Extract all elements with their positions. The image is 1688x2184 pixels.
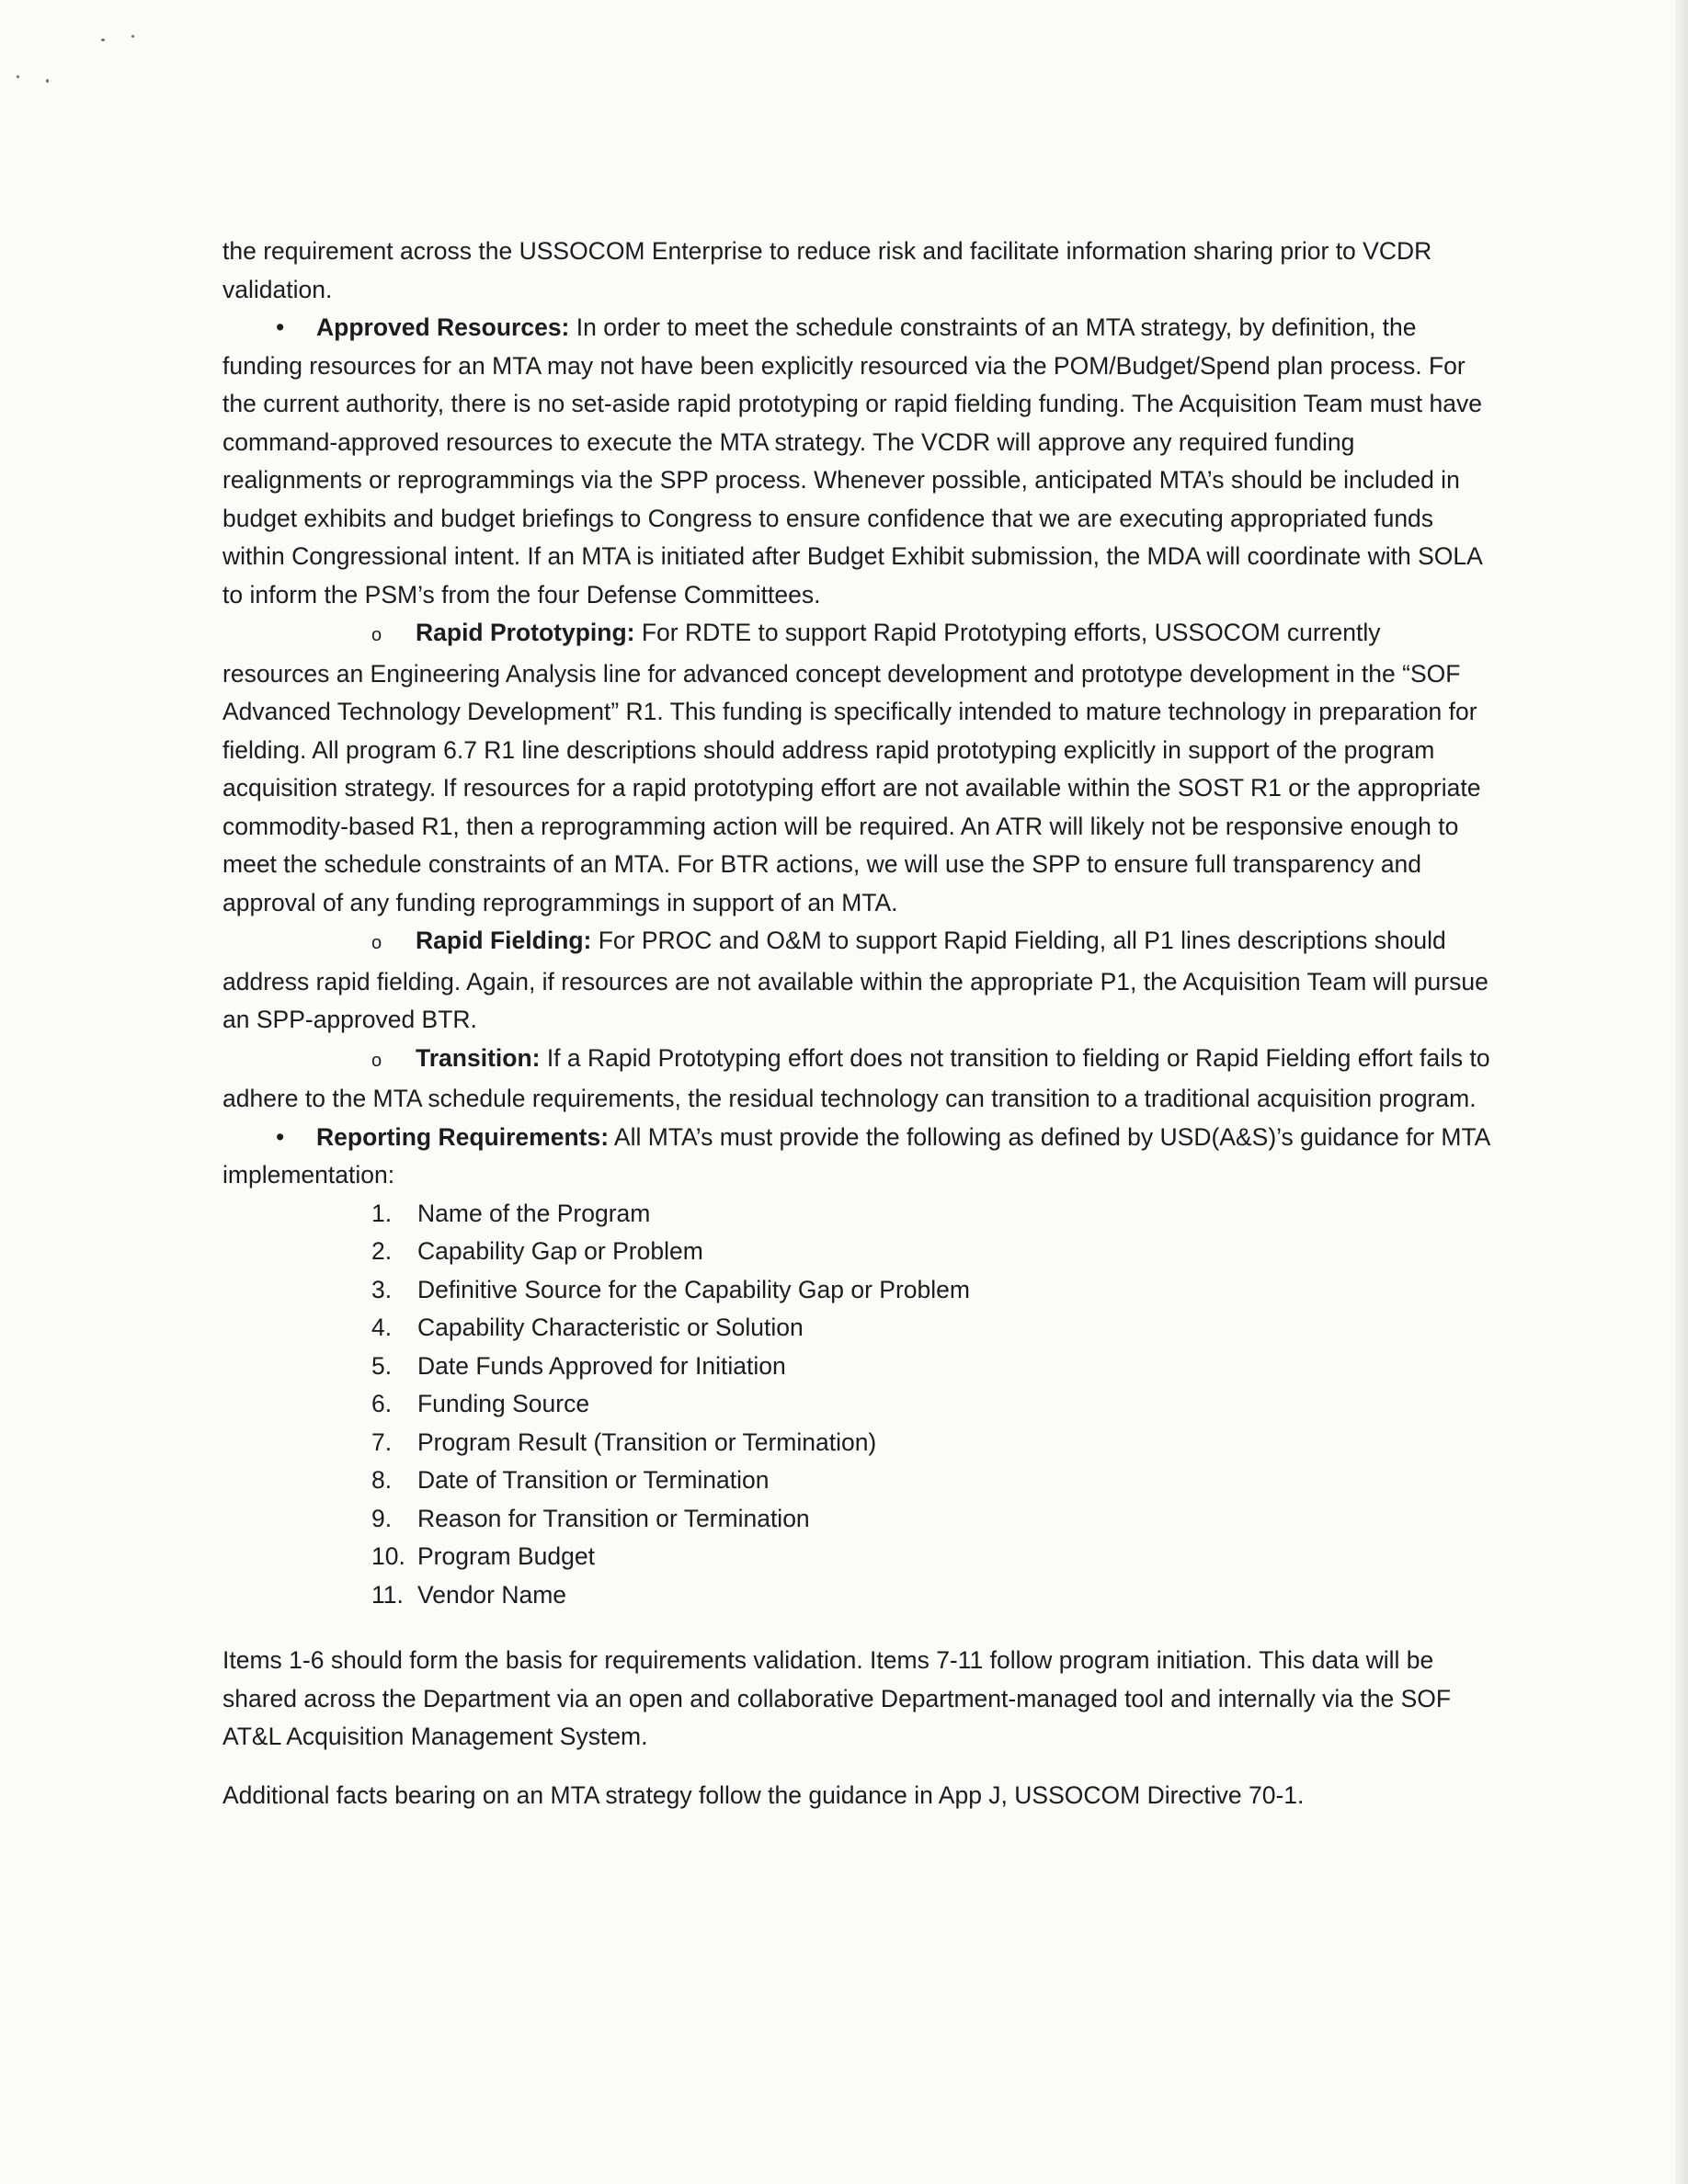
reporting-requirements-paragraph (222, 1119, 1491, 1195)
bullet-icon: • (276, 313, 285, 341)
speck (46, 79, 49, 83)
scan-specks (9, 18, 156, 101)
list-item-number: 5. (371, 1351, 393, 1380)
requirements-list (371, 1195, 1491, 1615)
rapid-prototyping-text: For RDTE to support Rapid Prototyping efforts, USSOCOM currently resources an Engineering Analysis line for advanced concept development and prototype development in the “SOF Advanced Technology Development” R1. This funding is specifically intended to mature technology in preparation for fielding. All program 6.7 R1 line descriptions should address rapid prototyping explicitly in support of the program acquisition strategy. If resources for a rapid prototyping effort are not available within the SOST R1 or the appropriate commodity-based R1, then a reprogramming action will be required. An ATR will likely not be responsive enough to meet the schedule constraints of an MTA. For BTR actions, we will use the SPP to ensure full transparency and approval of any funding reprogrammings in support of an MTA. (222, 619, 1481, 916)
list-item (371, 1309, 1491, 1348)
list-item-text: Funding Source (417, 1390, 590, 1417)
list-item (371, 1424, 1491, 1462)
list-item-number: 1. (371, 1199, 393, 1227)
rapid-prototyping-label: Rapid Prototyping: (416, 619, 635, 646)
continuation-paragraph: the requirement across the USSOCOM Enterprise to reduce risk and facilitate information sharing prior to VCDR validation. (222, 237, 1432, 303)
hollow-bullet-icon: o (371, 933, 382, 953)
list-item-number: 9. (371, 1504, 393, 1532)
list-item-number: 8. (371, 1466, 393, 1494)
transition-text: If a Rapid Prototyping effort does not transition to fielding or Rapid Fielding effort fails to adhere to the MTA schedule requirements, the residual technology can transition to a traditional acquisition program. (222, 1043, 1490, 1112)
list-item (371, 1500, 1491, 1539)
transition-label: Transition: (416, 1043, 541, 1072)
list-item (371, 1462, 1491, 1500)
list-item-text: Capability Gap or Problem (417, 1237, 703, 1265)
list-item-number: 2. (371, 1237, 393, 1265)
list-item (371, 1348, 1491, 1386)
list-item (371, 1233, 1491, 1271)
list-item-number: 7. (371, 1428, 393, 1456)
list-item-text: Date Funds Approved for Initiation (417, 1351, 786, 1380)
list-item (371, 1576, 1491, 1615)
approved-resources-paragraph (222, 309, 1491, 614)
list-item-text: Definitive Source for the Capability Gap or Problem (417, 1275, 970, 1303)
transition-paragraph (222, 1040, 1491, 1119)
approved-resources-text: In order to meet the schedule constraints of an MTA strategy, by definition, the funding resources for an MTA may not have been explicitly resourced via the POM/Budget/Spend plan process. For the current authority, there is no set-aside rapid prototyping or rapid fielding funding. The Acquisition Team must have command-approved resources to execute the MTA strategy. The VCDR will approve any required funding realignments or reprogrammings via the SPP process. Whenever possible, anticipated MTA’s should be included in budget exhibits and budget briefings to Congress to ensure confidence that we are executing appropriated funds within Congressional intent. If an MTA is initiated after Budget Exhibit submission, the MDA will coordinate with SOLA to inform the PSM’s from the four Defense Committees. (222, 313, 1482, 609)
list-item-number: 10. (371, 1542, 405, 1570)
list-item-text: Program Budget (417, 1542, 595, 1570)
rapid-fielding-text: For PROC and O&M to support Rapid Fielding, all P1 lines descriptions should address rapid fielding. Again, if resources are not available within the appropriate P1, the Acquisition Team will pursue an SPP-approved BTR. (222, 927, 1488, 1033)
list-item-text: Date of Transition or Termination (417, 1466, 770, 1494)
bullet-icon: • (276, 1122, 285, 1151)
speck (131, 35, 134, 38)
list-item (371, 1538, 1491, 1576)
reporting-requirements-label: Reporting Requirements: (316, 1122, 610, 1151)
reporting-requirements-text: All MTA’s must provide the following as defined by USD(A&S)’s guidance for MTA implementation: (222, 1122, 1489, 1189)
list-item (371, 1195, 1491, 1234)
hollow-bullet-icon: o (371, 1050, 382, 1071)
list-item (371, 1271, 1491, 1310)
rapid-fielding-label: Rapid Fielding: (416, 927, 592, 954)
list-item-text: Vendor Name (417, 1580, 567, 1609)
list-item-text: Program Result (Transition or Termination) (417, 1428, 877, 1456)
list-item-text: Name of the Program (417, 1199, 651, 1227)
speck (101, 39, 105, 41)
approved-resources-label: Approved Resources: (316, 313, 570, 341)
rapid-prototyping-paragraph (222, 614, 1491, 922)
items-paragraph: Items 1-6 should form the basis for requirements validation. Items 7-11 follow program initiation. This data will be shared across the Department via an open and collaborative Department-managed tool and internally via the SOF AT&L Acquisition Management System. (222, 1646, 1452, 1750)
scan-edge-shadow (1675, 0, 1688, 2184)
list-item-number: 11. (371, 1580, 404, 1609)
rapid-fielding-paragraph (222, 922, 1491, 1040)
list-item (371, 1385, 1491, 1424)
speck (17, 75, 19, 78)
hollow-bullet-icon: o (371, 625, 382, 645)
list-item-number: 3. (371, 1275, 393, 1303)
list-item-number: 6. (371, 1390, 393, 1417)
list-item-number: 4. (371, 1314, 393, 1341)
closing-paragraph: Additional facts bearing on an MTA strategy follow the guidance in App J, USSOCOM Directive 70-1. (222, 1780, 1305, 1809)
list-item-text: Reason for Transition or Termination (417, 1504, 810, 1532)
document-body (222, 233, 1491, 1814)
list-item-text: Capability Characteristic or Solution (417, 1314, 804, 1341)
